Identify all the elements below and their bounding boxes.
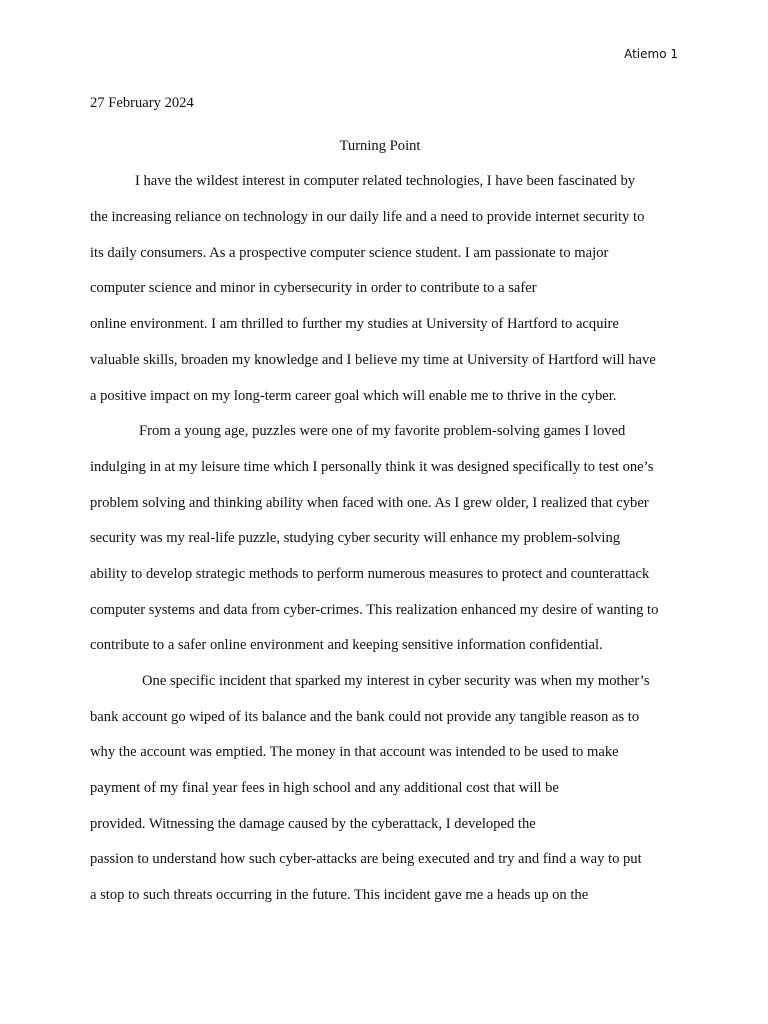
document-body	[90, 93, 690, 914]
paragraph-line: security was my real-life puzzle, studying cyber security will enhance my problem-solving	[90, 530, 621, 547]
document-title: Turning Point	[339, 137, 421, 154]
paragraph-line: problem solving and thinking ability when faced with one. As I grew older, I realized that cyber	[90, 494, 649, 511]
paragraph-3	[90, 664, 690, 914]
paragraph-line: ability to develop strategic methods to perform numerous measures to protect and counterattack	[90, 565, 650, 582]
paragraph-line: valuable skills, broaden my knowledge and I believe my time at University of Hartford will have	[90, 351, 656, 368]
paragraph-line: indulging in at my leisure time which I personally think it was designed specifically to test one’s	[90, 458, 654, 475]
paragraph-line: contribute to a safer online environment and keeping sensitive information confidential.	[90, 637, 603, 654]
paragraph-line: the increasing reliance on technology in our daily life and a need to provide internet security to	[90, 209, 645, 226]
running-header: Atiemo 1	[624, 47, 678, 61]
paragraph-line: payment of my final year fees in high school and any additional cost that will be	[90, 780, 559, 797]
paragraph-line: its daily consumers. As a prospective computer science student. I am passionate to major	[90, 244, 609, 261]
paragraph-line: a positive impact on my long-term career goal which will enable me to thrive in the cyber.	[90, 387, 617, 404]
paragraph-line: online environment. I am thrilled to further my studies at University of Hartford to acquire	[90, 316, 619, 333]
paragraph-line: a stop to such threats occurring in the future. This incident gave me a heads up on the	[90, 887, 589, 904]
paragraph-line: why the account was emptied. The money in that account was intended to be used to make	[90, 744, 619, 761]
paragraph-line: passion to understand how such cyber-attacks are being executed and try and find a way to put	[90, 851, 642, 868]
paragraph-line: computer systems and data from cyber-crimes. This realization enhanced my desire of wanting to	[90, 601, 659, 618]
paragraph-1	[90, 164, 690, 414]
paragraph-line: bank account go wiped of its balance and the bank could not provide any tangible reason as to	[90, 708, 640, 725]
paragraph-2	[90, 414, 690, 664]
document-date: 27 February 2024	[90, 95, 194, 111]
paragraph-line: I have the wildest interest in computer related technologies, I have been fascinated by	[135, 173, 636, 190]
paragraph-line: One specific incident that sparked my interest in cyber security was when my mother’s	[142, 673, 650, 689]
paragraph-line: computer science and minor in cybersecurity in order to contribute to a safer	[90, 280, 537, 297]
paragraph-line: provided. Witnessing the damage caused by the cyberattack, I developed the	[90, 815, 536, 832]
paragraph-line: From a young age, puzzles were one of my favorite problem-solving games I loved	[139, 423, 626, 440]
